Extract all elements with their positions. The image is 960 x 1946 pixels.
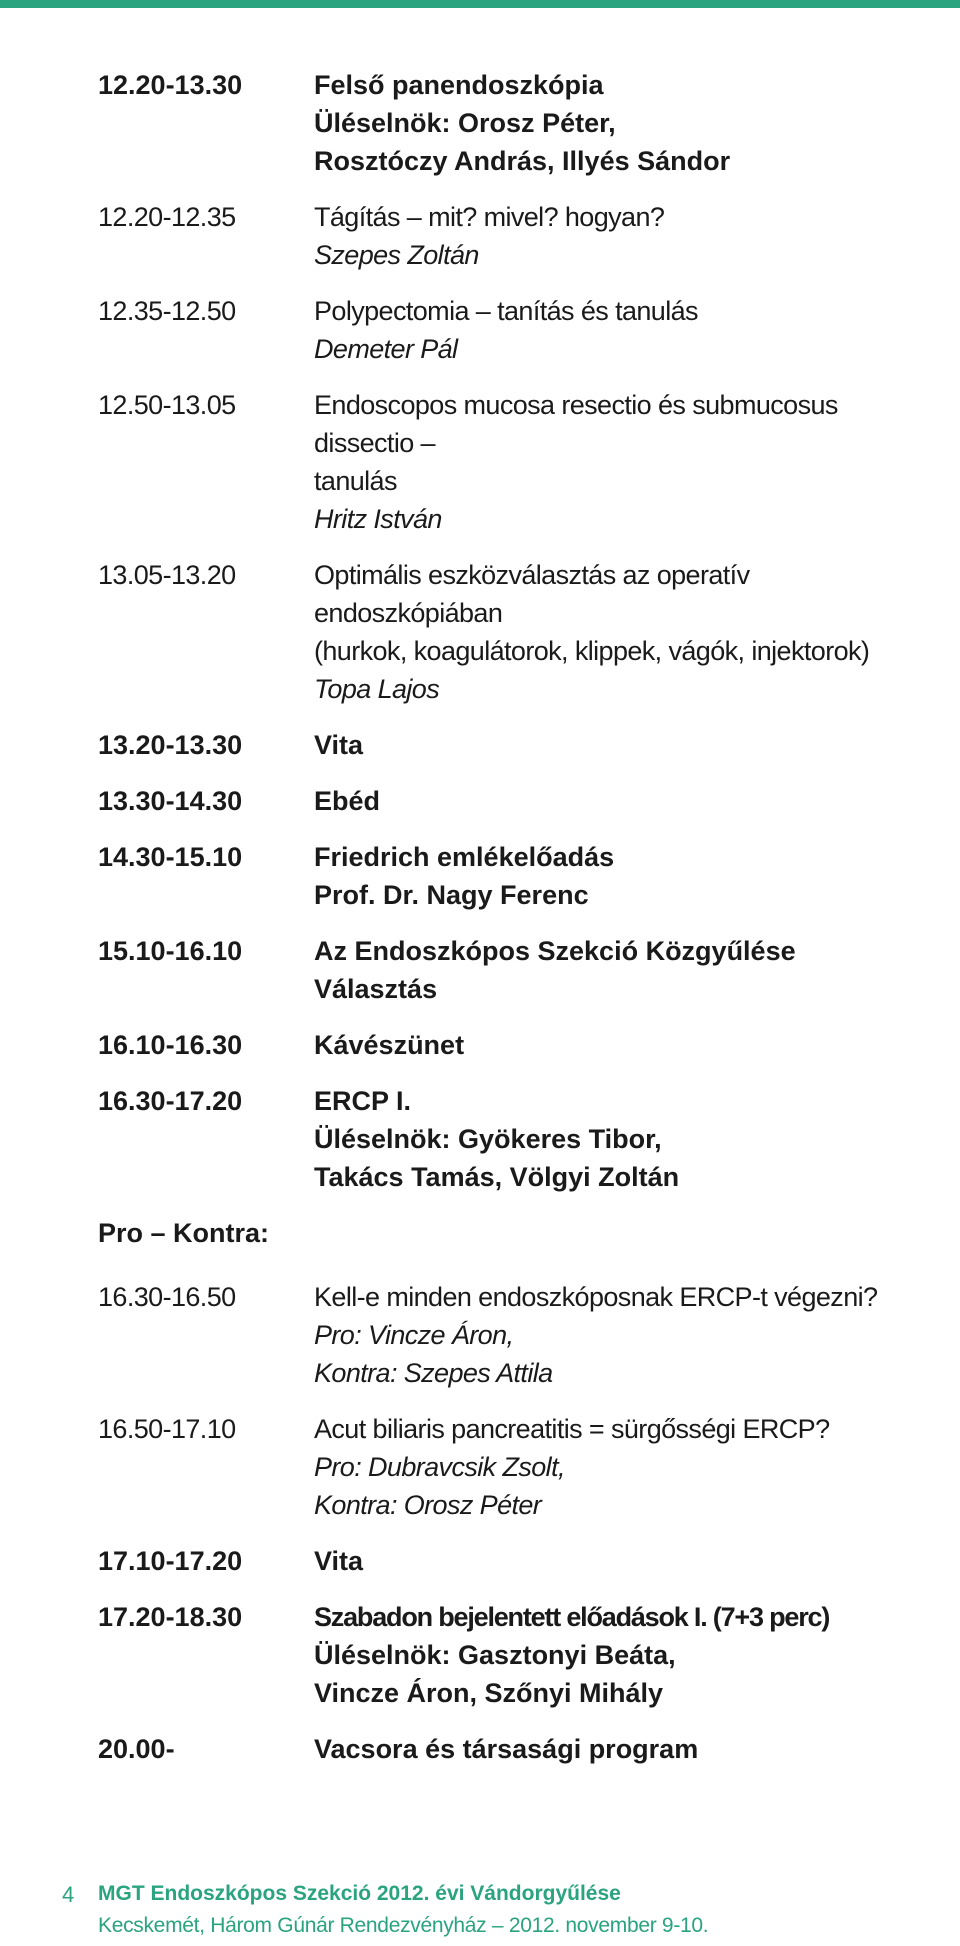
session-row: [98, 782, 938, 820]
talk-content: [314, 556, 938, 708]
talk-title: Polypectomia – tanítás és tanulás: [314, 296, 698, 326]
session-time: 17.10-17.20: [98, 1546, 243, 1576]
session-row: [98, 1730, 938, 1768]
talk-title-continued: tanulás: [314, 466, 397, 496]
talk-content: [314, 386, 938, 538]
talk-title-continued: (hurkok, koagulátorok, klippek, vágók, injektorok): [314, 636, 870, 666]
talk-title: Tágítás – mit? mivel? hogyan?: [314, 202, 665, 232]
talk-speaker-kontra: Kontra: Szepes Attila: [314, 1358, 553, 1388]
session-time: 13.20-13.30: [98, 730, 243, 760]
session-title: Vita: [314, 1546, 364, 1576]
talk-title: Endoscopos mucosa resectio és submucosus dissectio –: [314, 390, 838, 458]
talk-time: 12.35-12.50: [98, 296, 236, 326]
session-content: [314, 1082, 938, 1196]
session-row: [98, 932, 938, 1008]
pro-kontra-heading: Pro – Kontra:: [98, 1218, 270, 1248]
session-row: [98, 1026, 938, 1064]
talk-row: [98, 386, 938, 538]
session-content: [314, 782, 938, 820]
talk-title: Kell-e minden endoszkóposnak ERCP-t végezni?: [314, 1282, 878, 1312]
session-title: Vacsora és társasági program: [314, 1734, 699, 1764]
session-time: 15.10-16.10: [98, 936, 243, 966]
session-row: [98, 838, 938, 914]
footer-event-location: Kecskemét, Három Gúnár Rendezvényház – 2012. november 9-10.: [98, 1914, 709, 1937]
talk-speaker: Topa Lajos: [314, 674, 440, 704]
talk-title: Optimális eszközválasztás az operatív endoszkópiában: [314, 560, 750, 628]
session-time: 14.30-15.10: [98, 842, 243, 872]
session-row: [98, 1598, 938, 1712]
session-row: [98, 726, 938, 764]
session-title: Vita: [314, 730, 364, 760]
session-chair-names: Rosztóczy András, Illyés Sándor: [314, 146, 731, 176]
talk-speaker: Hritz István: [314, 504, 442, 534]
session-content: [314, 1542, 938, 1580]
session-row: [98, 66, 938, 180]
session-content: [314, 726, 938, 764]
session-title: Kávészünet: [314, 1030, 465, 1060]
session-title: Szabadon bejelentett előadások I. (7+3 perc): [314, 1602, 830, 1632]
talk-content: [314, 1278, 938, 1392]
talk-speaker: Demeter Pál: [314, 334, 458, 364]
session-content: [314, 1598, 938, 1712]
talk-content: [314, 1410, 938, 1524]
session-chair-names: Vincze Áron, Szőnyi Mihály: [314, 1678, 664, 1708]
session-time: 17.20-18.30: [98, 1602, 243, 1632]
session-content: [314, 838, 938, 914]
session-time: 16.10-16.30: [98, 1030, 243, 1060]
talk-row: [98, 1278, 938, 1392]
session-content: [314, 1730, 938, 1768]
session-content: [314, 932, 938, 1008]
talk-row: [98, 292, 938, 368]
session-chair: Üléselnök: Gyökeres Tibor,: [314, 1124, 662, 1154]
talk-time: 12.20-12.35: [98, 202, 236, 232]
session-chair-names: Takács Tamás, Völgyi Zoltán: [314, 1162, 680, 1192]
session-chair: Üléselnök: Gasztonyi Beáta,: [314, 1640, 676, 1670]
session-title: Az Endoszkópos Szekció Közgyűlése: [314, 936, 796, 966]
session-row: [98, 1082, 938, 1196]
session-title: Friedrich emlékelőadás: [314, 842, 615, 872]
talk-speaker-kontra: Kontra: Orosz Péter: [314, 1490, 542, 1520]
talk-row: [98, 1410, 938, 1524]
session-title: ERCP I.: [314, 1086, 412, 1116]
top-accent-bar: [0, 0, 960, 8]
session-content: [314, 66, 938, 180]
talk-speaker: Szepes Zoltán: [314, 240, 479, 270]
session-content: [314, 1026, 938, 1064]
talk-time: 16.30-16.50: [98, 1282, 236, 1312]
session-title: Ebéd: [314, 786, 381, 816]
program-schedule: [98, 66, 938, 1786]
session-time: 20.00-: [98, 1734, 175, 1764]
talk-time: 13.05-13.20: [98, 560, 236, 590]
session-title: Felső panendoszkópia: [314, 70, 604, 100]
session-time: 13.30-14.30: [98, 786, 243, 816]
talk-title: Acut biliaris pancreatitis = sürgősségi ERCP?: [314, 1414, 830, 1444]
talk-time: 12.50-13.05: [98, 390, 236, 420]
talk-row: [98, 198, 938, 274]
session-speaker: Prof. Dr. Nagy Ferenc: [314, 880, 589, 910]
talk-content: [314, 198, 938, 274]
session-time: 16.30-17.20: [98, 1086, 243, 1116]
session-time: 12.20-13.30: [98, 70, 243, 100]
session-chair: Üléselnök: Orosz Péter,: [314, 108, 616, 138]
talk-speaker-pro: Pro: Vincze Áron,: [314, 1320, 514, 1350]
talk-speaker-pro: Pro: Dubravcsik Zsolt,: [314, 1452, 565, 1482]
page-number: 4: [62, 1882, 75, 1907]
footer-event-title: MGT Endoszkópos Szekció 2012. évi Vándorgyűlése: [98, 1882, 621, 1905]
talk-row: [98, 556, 938, 708]
talk-content: [314, 292, 938, 368]
session-subtitle: Választás: [314, 974, 438, 1004]
talk-time: 16.50-17.10: [98, 1414, 236, 1444]
session-row: [98, 1542, 938, 1580]
